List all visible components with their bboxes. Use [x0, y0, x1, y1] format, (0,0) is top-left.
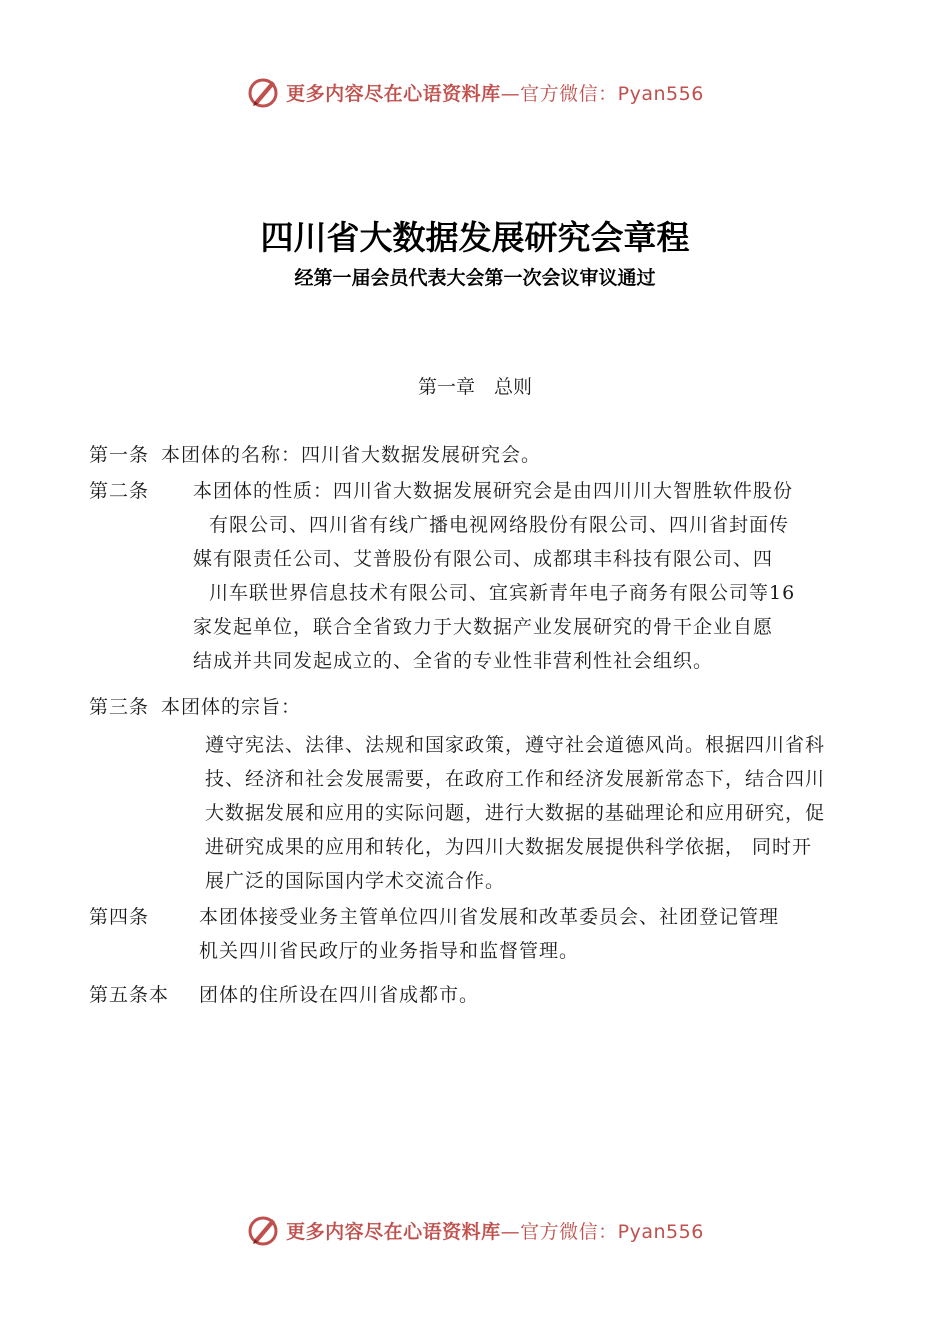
- document-title: 四川省大数据发展研究会章程: [260, 218, 690, 257]
- watermark-rest: —官方微信：Pyan556: [500, 82, 704, 105]
- article-2-line: 有限公司、四川省有线广播电视网络股份有限公司、四川省封面传: [209, 514, 790, 536]
- article-2: [89, 474, 889, 684]
- article-4-line: 机关四川省民政厅的业务指导和监督管理。: [199, 940, 580, 962]
- article-4-line: 本团体接受业务主管单位四川省发展和改革委员会、社团登记管理: [199, 906, 780, 928]
- watermark-lead: 更多内容尽在心语资料库: [286, 1220, 501, 1243]
- watermark-lead: 更多内容尽在心语资料库: [286, 82, 501, 105]
- watermark-text: [286, 79, 704, 106]
- article-2-line: 结成并共同发起成立的、全省的专业性非营利性社会组织。: [193, 650, 714, 672]
- article-3-body: [205, 728, 885, 898]
- article-3-line: 大数据发展和应用的实际问题，进行大数据的基础理论和应用研究，促: [205, 802, 826, 824]
- article-2-label: 第二条: [89, 480, 150, 502]
- article-3-line: 遵守宪法、法律、法规和国家政策，遵守社会道德风尚。根据四川省科: [205, 734, 826, 756]
- article-1: [89, 438, 889, 472]
- article-5-label: 第五条本: [89, 984, 170, 1006]
- pen-logo-icon: [246, 1213, 280, 1247]
- article-2-line: 媒有限责任公司、艾普股份有限公司、成都琪丰科技有限公司、四: [193, 548, 774, 570]
- article-3-line: 技、经济和社会发展需要，在政府工作和经济发展新常态下，结合四川: [205, 768, 826, 790]
- watermark-text: [286, 1217, 704, 1244]
- document-subtitle: 经第一届会员代表大会第一次会议审议通过: [294, 267, 656, 289]
- article-2-line: 家发起单位，联合全省致力于大数据产业发展研究的骨干企业自愿: [193, 616, 774, 638]
- article-4-text: [199, 900, 859, 968]
- watermark-rest: —官方微信：Pyan556: [500, 1220, 704, 1243]
- article-4-label: 第四条: [89, 906, 150, 928]
- article-1-text: 本团体的名称：四川省大数据发展研究会。: [161, 444, 542, 466]
- article-2-line: 川车联世界信息技术有限公司、宜宾新青年电子商务有限公司等16: [209, 582, 796, 604]
- pen-logo-icon: [246, 75, 280, 109]
- article-3-line: 进研究成果的应用和转化，为四川大数据发展提供科学依据， 同时开: [205, 836, 813, 858]
- header-watermark: [0, 72, 950, 112]
- article-3: [89, 690, 889, 724]
- footer-watermark: [0, 1210, 950, 1250]
- article-4: [89, 900, 889, 970]
- article-5-text: 团体的住所设在四川省成都市。: [199, 984, 480, 1006]
- article-1-label: 第一条: [89, 444, 150, 466]
- chapter-heading: 第一章 总则: [417, 376, 532, 398]
- article-3-heading: 本团体的宗旨：: [161, 696, 302, 718]
- article-2-text: [193, 474, 865, 678]
- article-3-line: 展广泛的国际国内学术交流合作。: [205, 870, 506, 892]
- article-5: [89, 978, 889, 1012]
- article-2-line: 本团体的性质：四川省大数据发展研究会是由四川川大智胜软件股份: [193, 480, 794, 502]
- article-3-label: 第三条: [89, 696, 150, 718]
